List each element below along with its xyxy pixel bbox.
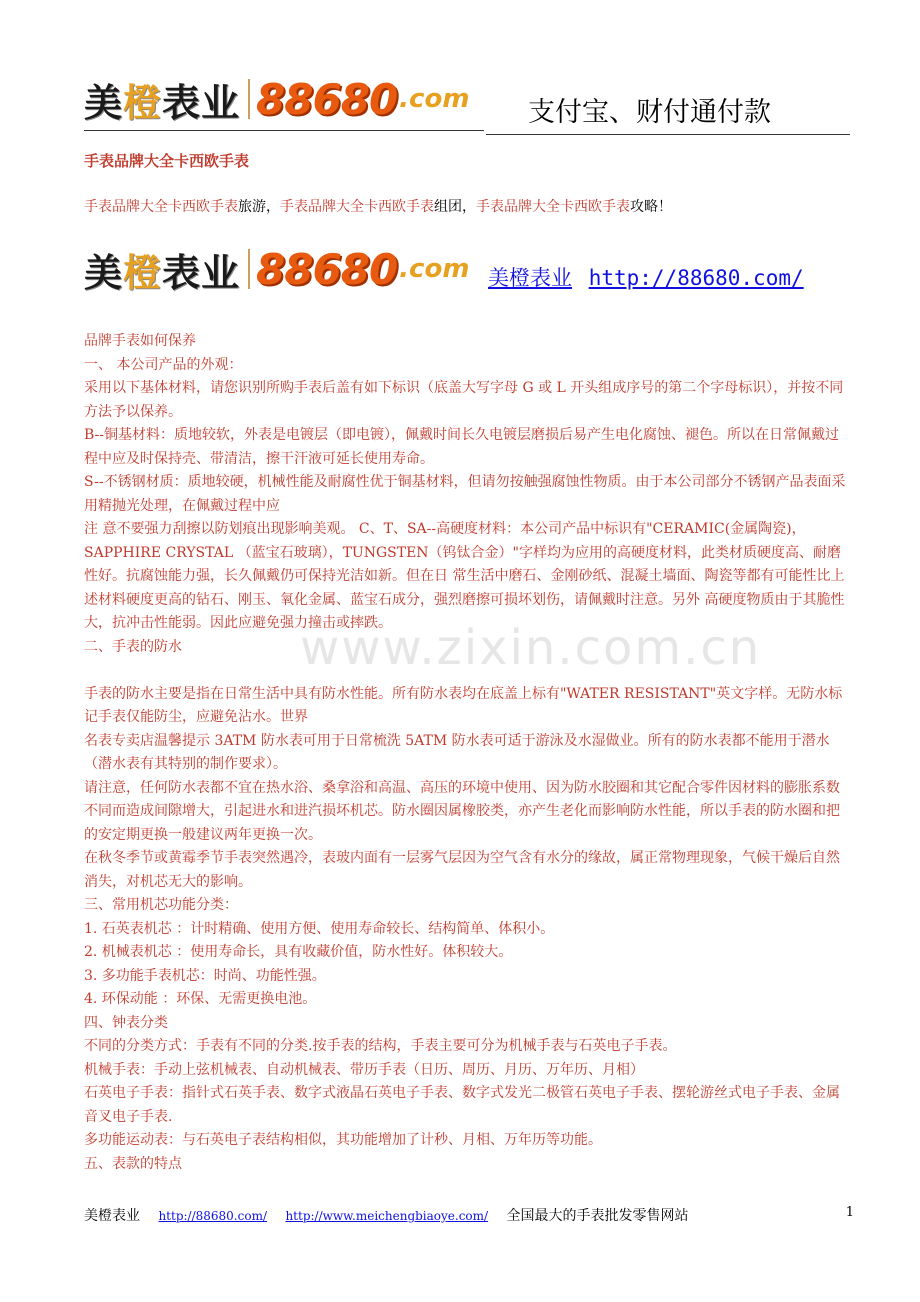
paragraph: S--不锈钢材质：质地较硬，机械性能及耐腐性优于铜基材料，但请勿按触强腐蚀性物质。由于本公司部分不锈钢产品表面采用精抛光处理，在佩戴过程中应 <box>84 474 846 514</box>
footer-slogan: 全国最大的手表批发零售网站 <box>506 1208 689 1224</box>
logo-domain: .com <box>399 254 470 284</box>
paragraph: 多功能运动表：与石英电子表结构相似，其功能增加了计秒、月相、万年历等功能。 <box>84 1132 602 1148</box>
footer-brand: 美橙表业 <box>84 1208 140 1224</box>
footer-link-88680[interactable]: http://88680.com/ <box>158 1209 267 1223</box>
logo-divider <box>248 79 250 119</box>
section-heading: 三、常用机芯功能分类： <box>84 897 238 913</box>
section-heading: 四、钟表分类 <box>84 1014 168 1031</box>
keyword: 手表品牌大全卡西欧手表 <box>280 199 434 215</box>
list-item: 4. 环保动能 ：环保、无需更换电池。 <box>84 991 317 1007</box>
paragraph: 请注意，任何防水表都不宜在热水浴、桑拿浴和高温、高压的环境中使用、因为防水胶圈和其它配合零件因材料的膨胀系数不同而造成间隙增大，引起进水和进汽损坏机芯。防水圈因属橡胶类，亦产生老化而影响防水性能，所以手表的防水圈和把的安定期更换一般建议两年更换一次。 <box>84 779 840 843</box>
logo-text: 美橙表业 <box>84 80 241 125</box>
paragraph: 不同的分类方式：手表有不同的分类.按手表的结构，手表主要可分为机械手表与石英电子手表。 <box>84 1038 677 1054</box>
paragraph: 注 意不要强力刮擦以防划痕出现影响美观。 C、T、SA--高硬度材料：本公司产品中标识有"CERAMIC(金属陶瓷)， SAPPHIRE CRYSTAL （蓝宝石玻璃），TUNGSTEN（钨钛合金）"字样均为应用的高硬度材料，此类材质硬度高、耐磨性好。抗腐蚀能力强，长久佩戴仍可保持光洁如新。但在日 常生活中磨石、金刚砂纸、混凝土墙面、陶瓷等都有可能性比上述材料硬度更高的钻石、刚玉、氧化金属、蓝宝石成分，强烈磨擦可损坏划伤，请佩戴时注意。另外 高硬度物质由于其脆性大，抗冲击性能弱。因此应避免强力撞击或摔跌。 <box>84 521 845 631</box>
keyword: 手表品牌大全卡西欧手表 <box>84 199 238 215</box>
footer-link-meichengbiaoye[interactable]: http://www.meichengbiaoye.com/ <box>285 1209 489 1223</box>
list-item: 2. 机械表机芯 ：使用寿命长，具有收藏价值，防水性好。体积较大。 <box>84 944 513 960</box>
article-body <box>84 330 852 1176</box>
logo-divider <box>248 249 250 289</box>
logo-number: 88680 <box>256 74 398 124</box>
header-rule <box>84 130 484 131</box>
paragraph: 名表专卖店温馨提示 3ATM 防水表可用于日常梳洗 5ATM 防水表可适于游泳及水湿做业。所有的防水表都不能用于潜水（潜水表有其特别的制作要求）。 <box>84 732 830 772</box>
brand-logo <box>84 74 469 124</box>
paragraph: 手表的防水主要是指在日常生活中具有防水性能。所有防水表均在底盖上标有"WATER RESISTANT"英文字样。无防水标记手表仅能防尘，应避免沾水。世界 <box>84 685 843 725</box>
site-url-link[interactable]: http://88680.com/ <box>588 266 804 290</box>
logo-text: 美橙表业 <box>84 250 241 295</box>
header-title: 支付宝、财付通付款 <box>528 97 771 128</box>
paragraph: 在秋冬季节或黄霉季节手表突然遇冷，表玻内面有一层雾气层因为空气含有水分的缘故，属正常物理现象，气候干燥后自然消失，对机芯无大的影响。 <box>84 850 840 890</box>
paragraph: B--铜基材料：质地较软，外表是电镀层（即电镀），佩戴时间长久电镀层磨损后易产生电化腐蚀、褪色。所以在日常佩戴过程中应及时保持壳、带清洁，擦干汗液可延长使用寿命。 <box>84 427 840 467</box>
brand-logo <box>84 244 469 294</box>
keyword: 手表品牌大全卡西欧手表 <box>476 199 630 215</box>
logo-domain: .com <box>399 84 470 114</box>
watermark: www.zixin.com.cn <box>300 620 762 676</box>
list-item: 1. 石英表机芯 ：计时精确、使用方便、使用寿命较长、结构简单、体积小。 <box>84 920 555 937</box>
paragraph: 石英电子手表：指针式石英手表、数字式液晶石英电子手表、数字式发光二极管石英电子手表、摆轮游丝式电子手表、金属音叉电子手表. <box>84 1085 840 1125</box>
section-heading: 二、手表的防水 <box>84 638 182 655</box>
section-heading: 一、 本公司产品的外观： <box>84 356 243 373</box>
document-title: 手表品牌大全卡西欧手表 <box>84 152 250 170</box>
site-name-link[interactable]: 美橙表业 <box>488 266 572 290</box>
intro-line: 手表品牌大全卡西欧手表旅游，手表品牌大全卡西欧手表组团，手表品牌大全卡西欧手表攻略！ <box>84 199 672 215</box>
section-heading: 五、表款的特点 <box>84 1155 182 1172</box>
paragraph: 品牌手表如何保养 <box>84 333 196 349</box>
logo-number: 88680 <box>256 244 398 294</box>
page-footer <box>84 1205 854 1225</box>
header-rule <box>486 134 850 135</box>
site-link-group <box>488 262 804 292</box>
list-item: 3. 多功能手表机芯：时尚、功能性强。 <box>84 967 326 984</box>
page-number: 1 <box>845 1205 854 1220</box>
paragraph: 机械手表：手动上弦机械表、自动机械表、带历手表（日历、周历、月历、万年历、月相） <box>84 1061 644 1078</box>
paragraph: 采用以下基体材料，请您识别所购手表后盖有如下标识（底盖大写字母 G 或 L 开头组成序号的第二个字母标识），并按不同方法予以保养。 <box>84 380 844 420</box>
